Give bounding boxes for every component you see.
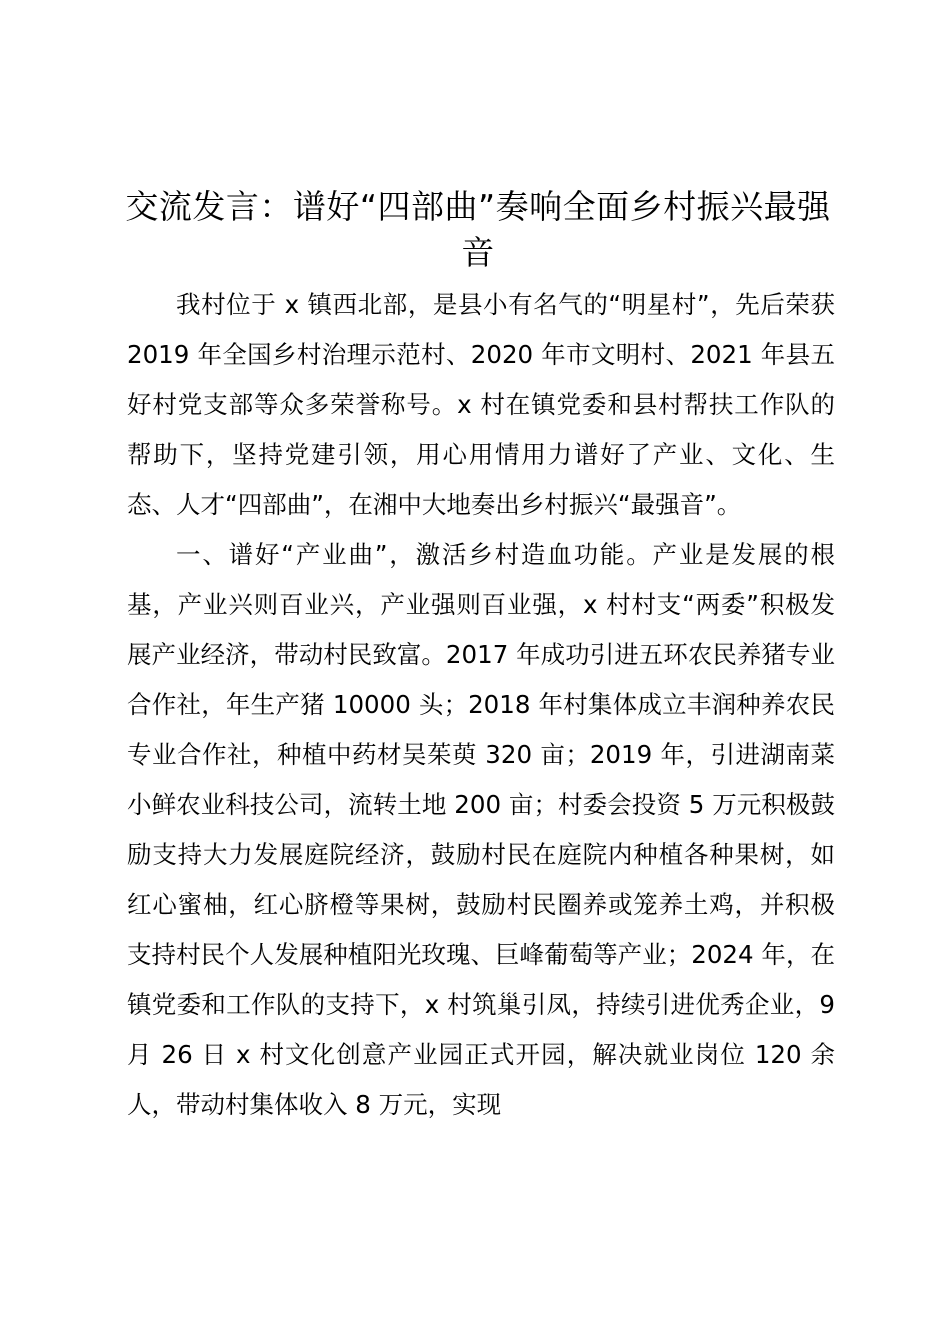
section-heading-industry: 一、谱好“产业曲”，激活乡村造血功能。: [176, 540, 653, 569]
paragraph-industry-text: 产业是发展的根基，产业兴则百业兴，产业强则百业强，x 村村支“两委”积极发展产业经济，带动村民致富。2017 年成功引进五环农民养猪专业合作社，年生产猪 10000 头；2018 年村集体成立丰润种养农民专业合作社，种植中药材吴茱萸 320 亩；2019 年，引进湖南菜小鲜农业科技公司，流转土地 200 亩；村委会投资 5 万元积极鼓励支持大力发展庭院经济，鼓励村民在庭院内种植各种果树，如红心蜜柚，红心脐橙等果树，鼓励村民圈养或笼养土鸡，并积极支持村民个人发展种植阳光玫瑰、巨峰葡萄等产业；2024 年，在镇党委和工作队的支持下，x 村筑巢引凤，持续引进优秀企业，9 月 26 日 x 村文化创意产业园正式开园，解决就业岗位 120 余人，带动村集体收入 8 万元，实现: [127, 540, 835, 1119]
document-body: [127, 280, 835, 1130]
paragraph-intro-text: 我村位于 x 镇西北部，是县小有名气的“明星村”，先后荣获 2019 年全国乡村治理示范村、2020 年市文明村、2021 年县五好村党支部等众多荣誉称号。x 村在镇党委和县村帮扶工作队的帮助下，坚持党建引领，用心用情用力谱好了产业、文化、生态、人才“四部曲”，在湘中大地奏出乡村振兴“最强音”。: [127, 290, 835, 519]
paragraph-industry: [127, 530, 835, 1130]
paragraph-intro: [127, 280, 835, 530]
document-title: 交流发言：谱好“四部曲”奏响全面乡村振兴最强音: [125, 187, 831, 272]
